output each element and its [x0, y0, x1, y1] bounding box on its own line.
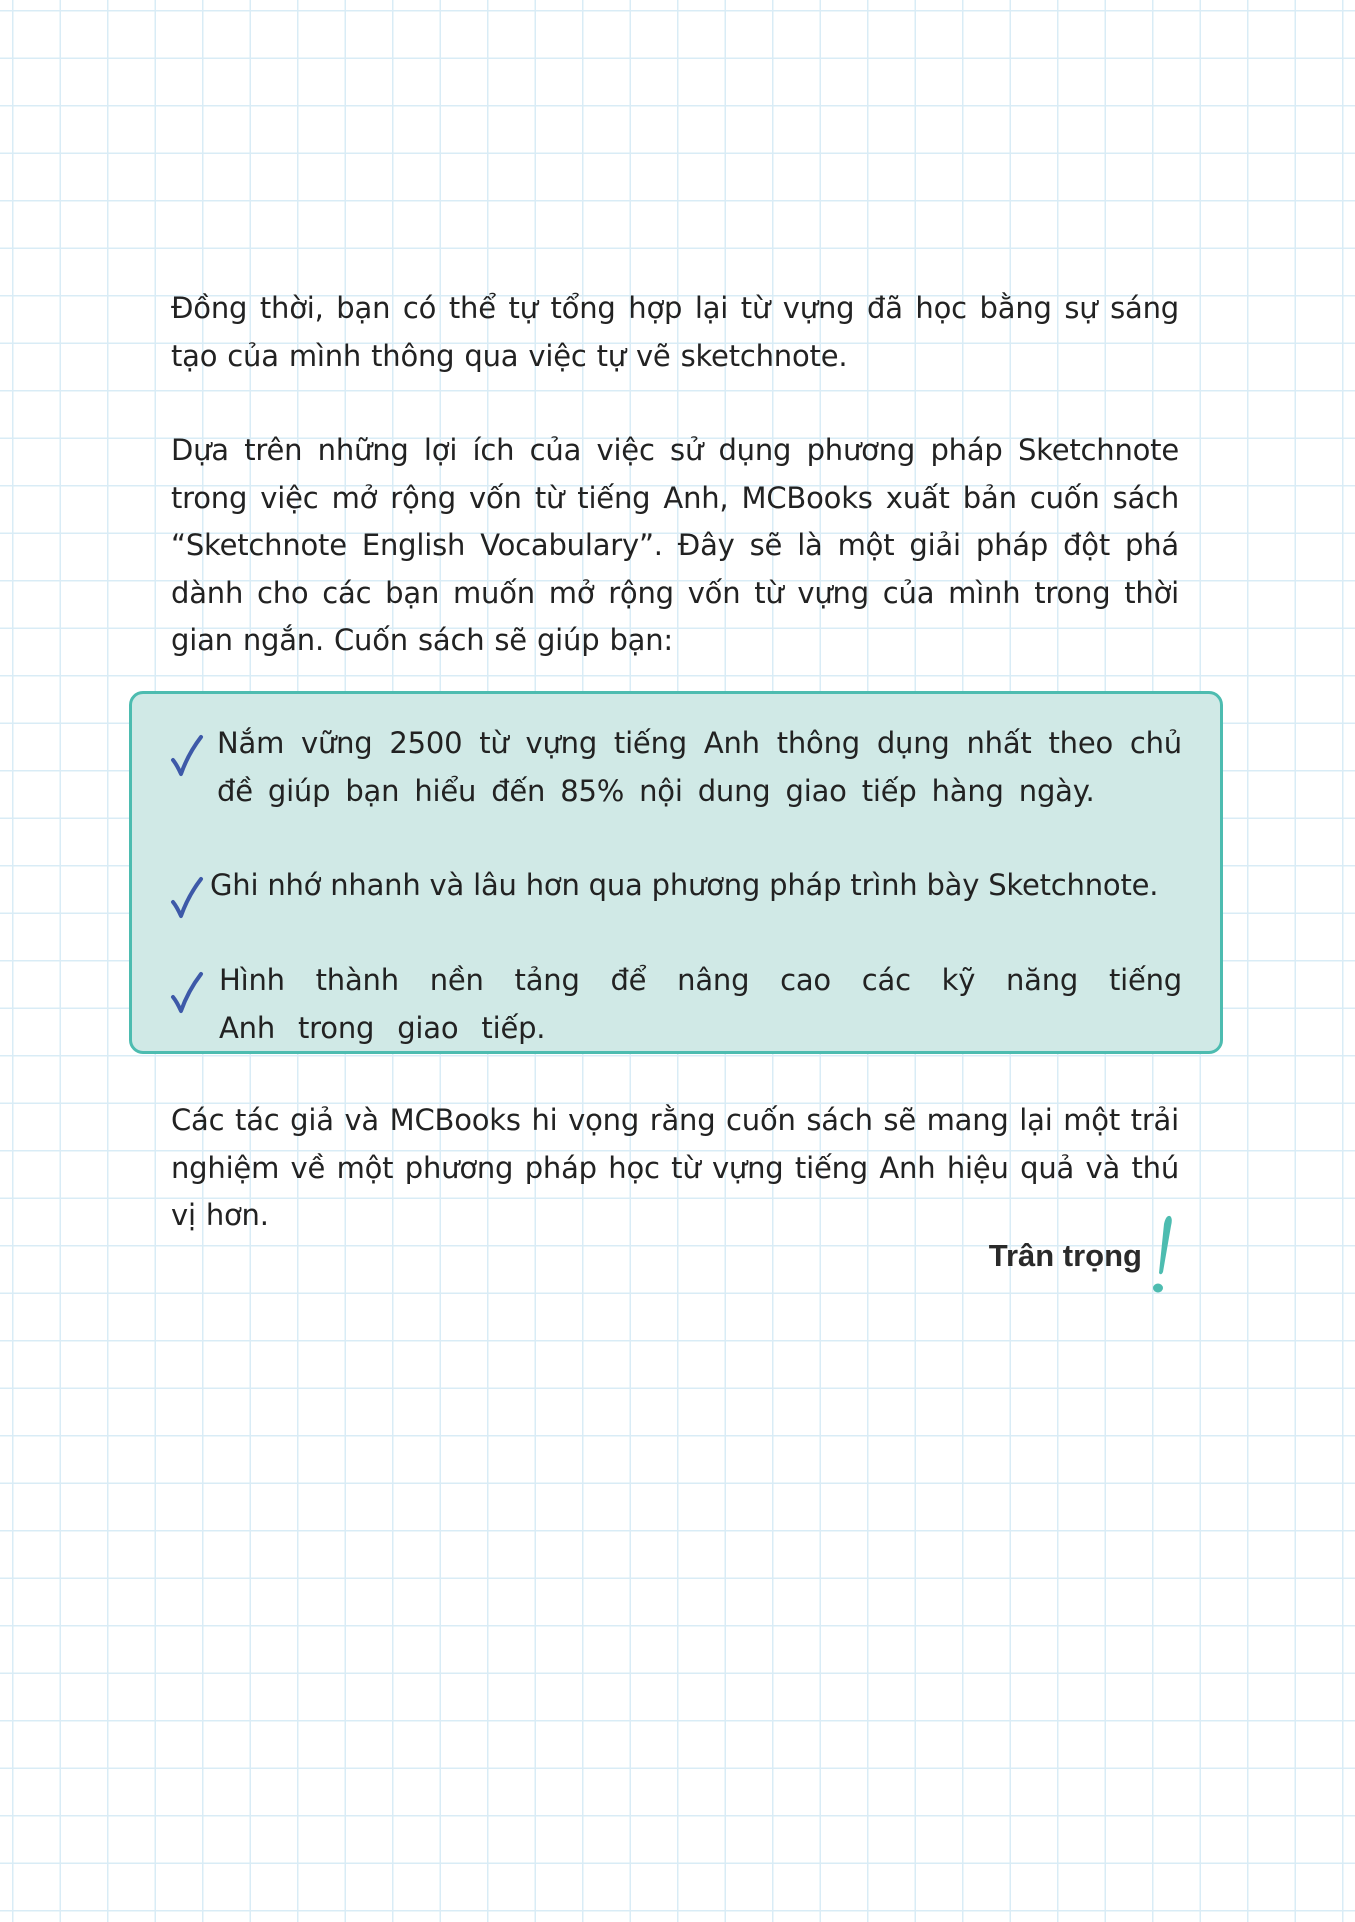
closing-paragraph: Các tác giả và MCBooks hi vọng rằng cuốn sách sẽ mang lại một trải nghiệm về một phương pháp học từ vựng tiếng Anh hiệu quả và thú vị hơn. — [171, 1103, 1179, 1232]
exclamation-icon — [1148, 1212, 1178, 1298]
check-icon — [170, 876, 204, 920]
check-icon — [170, 971, 204, 1015]
check-icon — [170, 734, 204, 778]
benefit-text: Nắm vững 2500 từ vựng tiếng Anh thông dụng nhất theo chủ đề giúp bạn hiểu đến 85% nội dung giao tiếp hàng ngày. — [217, 726, 1182, 808]
benefits-box — [129, 691, 1223, 1054]
benefit-text: Ghi nhớ nhanh và lâu hơn qua phương pháp trình bày Sketchnote. — [210, 868, 1159, 902]
intro-paragraph-1: Đồng thời, bạn có thể tự tổng hợp lại từ vựng đã học bằng sự sáng tạo của mình thông qua việc tự vẽ sketchnote. — [171, 291, 1179, 373]
intro-paragraph-2: Dựa trên những lợi ích của việc sử dụng phương pháp Sketchnote trong việc mở rộng vốn từ tiếng Anh, MCBooks xuất bản cuốn sách “Sketchnote English Vocabulary”. Đây sẽ là một giải pháp đột phá dành cho các bạn muốn mở rộng vốn từ vựng của mình trong thời gian ngắn. Cuốn sách sẽ giúp bạn: — [171, 433, 1179, 657]
closing-section — [171, 1097, 1179, 1240]
intro-section — [171, 285, 1179, 665]
benefit-text: Hình thành nền tảng để nâng cao các kỹ năng tiếng Anh trong giao tiếp. — [219, 963, 1182, 1045]
signoff: Trân trọng — [988, 1238, 1142, 1273]
